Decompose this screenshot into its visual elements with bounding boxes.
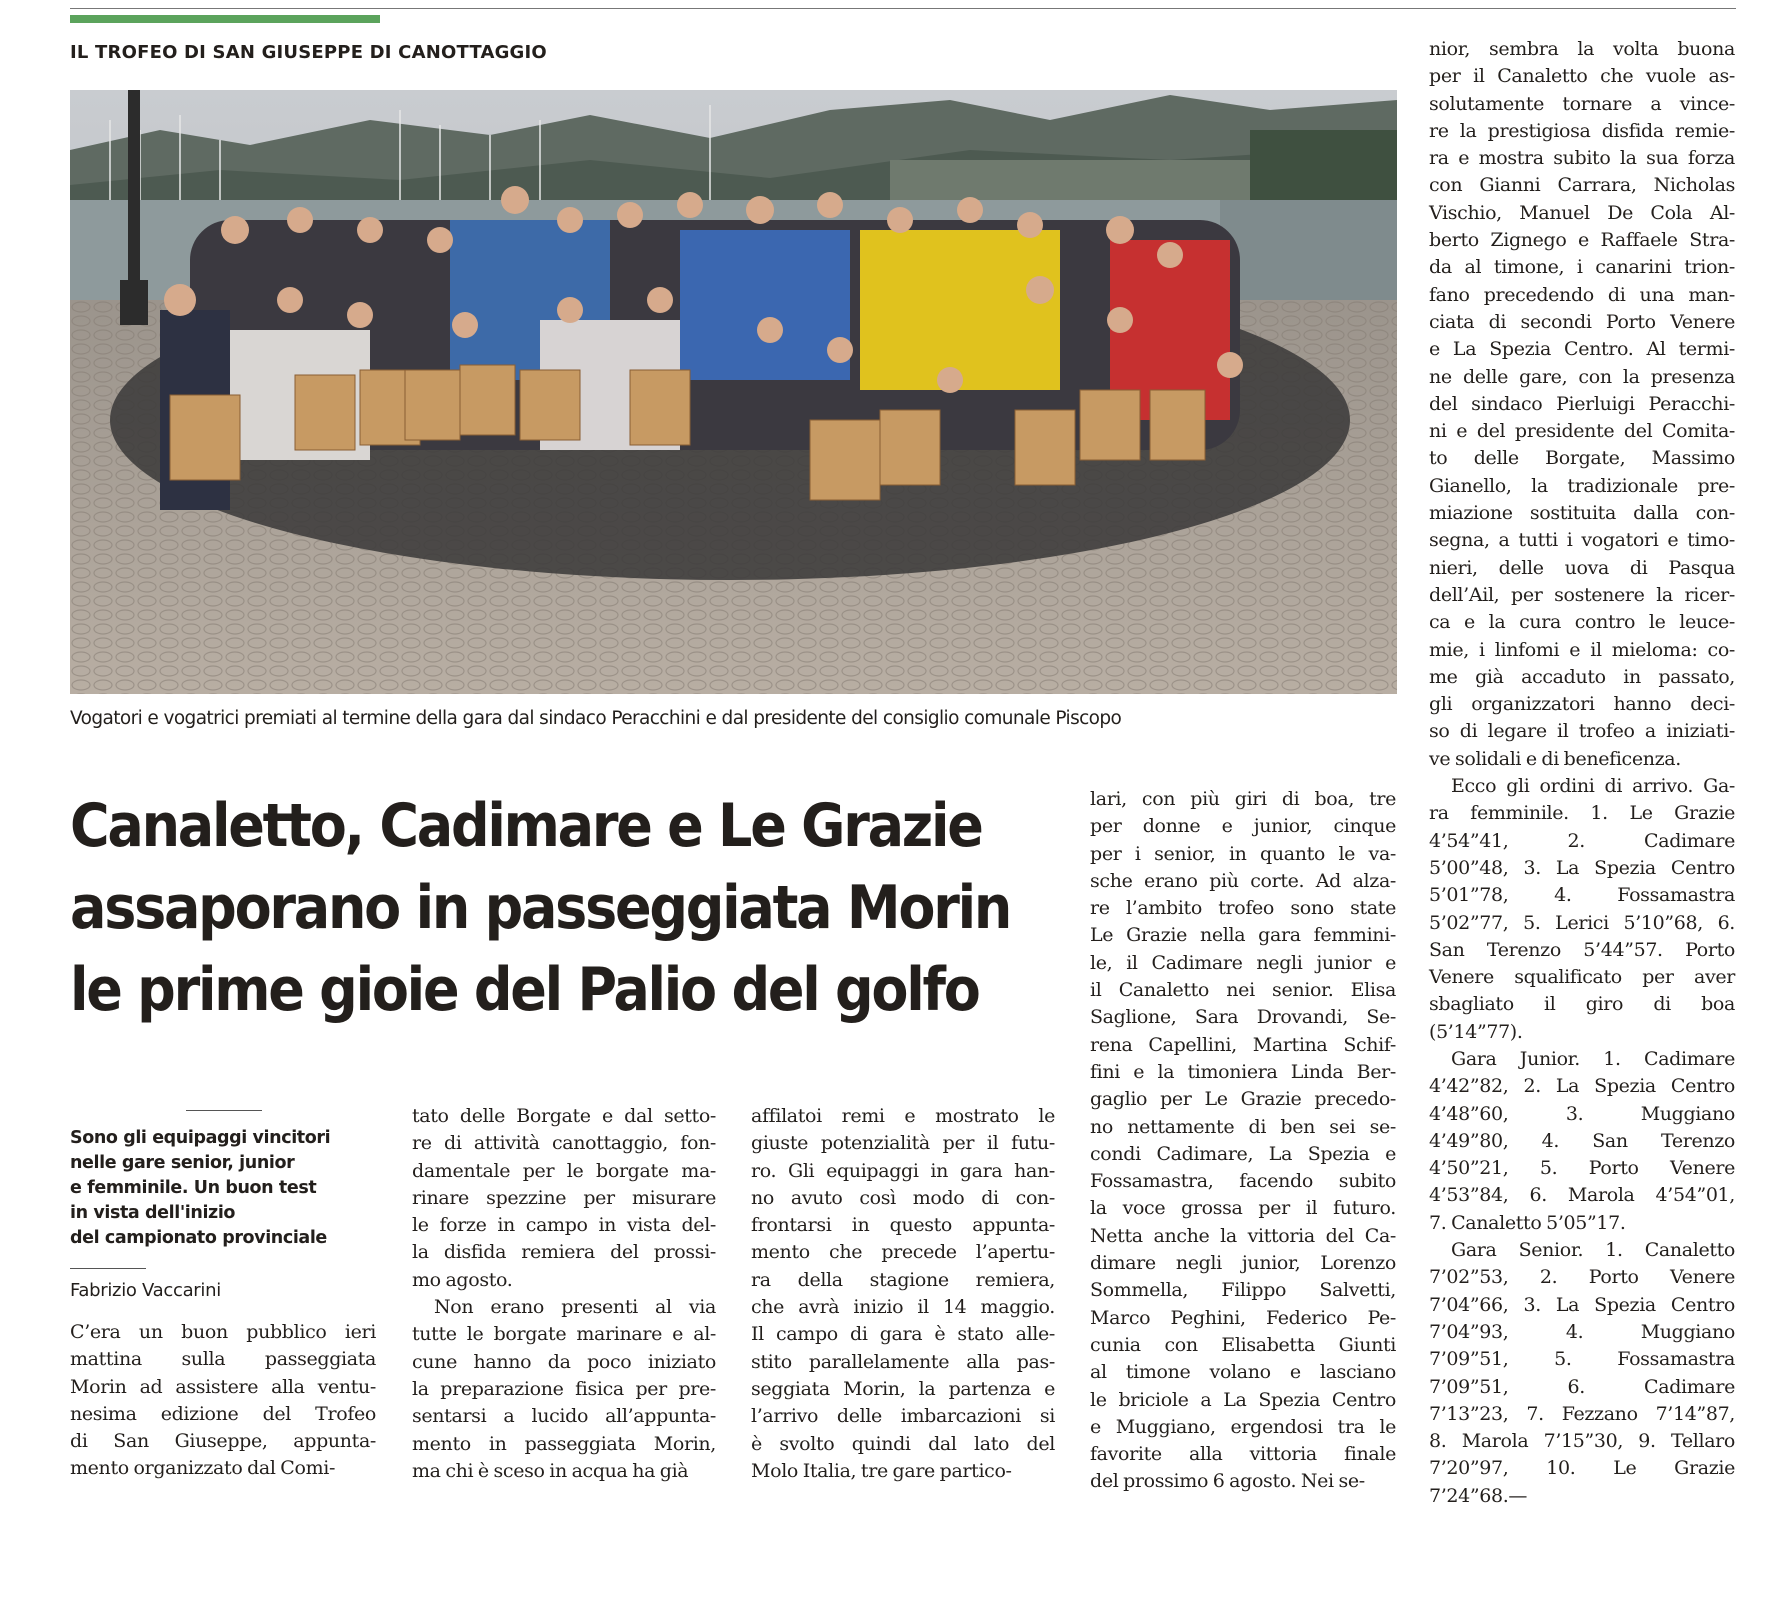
headline-line: assaporano in passeggiata Morin	[70, 873, 1011, 943]
article-line: Ecco gli ordini di arrivo. Ga-	[1451, 775, 1735, 798]
article-line: re di attività canottaggio, fon-	[412, 1132, 716, 1155]
article-line: 7. Canaletto 5’05”17.	[1429, 1211, 1626, 1234]
article-line: 5’00”48, 3. La Spezia Centro	[1429, 856, 1735, 879]
article-line: Gara Senior. 1. Canaletto	[1451, 1239, 1735, 1262]
article-line: le, il Cadimare negli junior e	[1090, 951, 1396, 974]
kicker: IL TROFEO DI SAN GIUSEPPE DI CANOTTAGGIO	[70, 42, 547, 63]
article-line: nesima edizione del Trofeo	[70, 1402, 376, 1425]
article-line: no nettamente di ben sei se-	[1090, 1115, 1396, 1138]
article-line: no avuto così modo di con-	[751, 1186, 1055, 1209]
article-line: la preparazione fisica per pre-	[412, 1377, 716, 1400]
article-line: il Canaletto nei senior. Elisa	[1090, 979, 1396, 1002]
article-line: 5’02”77, 5. Lerici 5’10”68, 6.	[1429, 911, 1735, 934]
article-line: (5’14”77).	[1429, 1020, 1523, 1043]
article-line: frontarsi in questo appunta-	[751, 1214, 1055, 1237]
article-line: per il Canaletto che vuole as-	[1429, 65, 1735, 88]
article-line: re l’ambito trofeo sono state	[1090, 897, 1396, 920]
article-line: 7’04”66, 3. La Spezia Centro	[1429, 1293, 1735, 1316]
article-line: le briciole a La Spezia Centro	[1090, 1388, 1396, 1411]
article-line: mie, i linfomi e il mieloma: co-	[1429, 638, 1735, 661]
summary-box	[70, 1126, 370, 1251]
article-column-3	[751, 1103, 1055, 1485]
article-line: 7’20”97, 10. Le Grazie	[1429, 1457, 1735, 1480]
article-line: 8. Marola 7’15”30, 9. Tellaro	[1429, 1430, 1735, 1453]
article-line: 4’53”84, 6. Marola 4’54”01,	[1429, 1184, 1735, 1207]
summary-divider	[186, 1110, 262, 1111]
article-line: 7’04”93, 4. Muggiano	[1429, 1320, 1735, 1343]
article-line: cune hanno da poco iniziato	[412, 1350, 716, 1373]
article-line: ciata di secondi Porto Venere	[1429, 310, 1735, 333]
article-column-4	[1090, 786, 1396, 1496]
article-line: dimare negli junior, Lorenzo	[1090, 1252, 1396, 1275]
article-line: tato delle Borgate e dal setto-	[412, 1105, 716, 1127]
group-photo	[70, 90, 1397, 694]
article-line: Venere squalificato per aver	[1429, 966, 1735, 989]
article-line: berto Zignego e Raffaele Stra-	[1429, 229, 1735, 252]
article-line: ni e del presidente del Comita-	[1429, 420, 1735, 443]
article-line: me già accaduto in passato,	[1429, 665, 1735, 688]
article-column-2	[412, 1103, 716, 1485]
article-line: rena Capellini, Martina Schif-	[1090, 1033, 1396, 1056]
summary-line: in vista dell'inizio	[70, 1203, 236, 1223]
article-line: mattina sulla passeggiata	[70, 1348, 376, 1371]
headline-line: le prime gioie del Palio del golfo	[70, 955, 979, 1025]
article-line: Saglione, Sara Drovandi, Se-	[1090, 1006, 1396, 1029]
photo-caption: Vogatori e vogatrici premiati al termine della gara dal sindaco Peracchini e dal presidente del consiglio comunale Piscopo	[70, 708, 1122, 729]
byline: Fabrizio Vaccarini	[70, 1280, 221, 1301]
article-line: che avrà inizio il 14 maggio.	[751, 1296, 1055, 1319]
headline-line: Canaletto, Cadimare e Le Grazie	[70, 791, 982, 861]
article-line: ve solidali e di beneficenza.	[1429, 747, 1681, 770]
article-line: le forze in campo in vista del-	[412, 1214, 716, 1237]
article-line: nieri, delle uova di Pasqua	[1429, 556, 1735, 579]
article-line: 4’48”60, 3. Muggiano	[1429, 1102, 1735, 1125]
article-line: damentale per le borgate ma-	[412, 1159, 716, 1182]
article-line: segna, a tutti i vogatori e timo-	[1429, 529, 1735, 552]
article-line: sentarsi a lucido all’appunta-	[412, 1405, 716, 1428]
article-line: per i senior, in quanto le va-	[1090, 842, 1396, 865]
article-line: Non erano presenti al via	[434, 1296, 716, 1319]
article-line: San Terenzo 5’44”57. Porto	[1429, 938, 1735, 961]
article-line: ne delle gare, con la presenza	[1429, 365, 1735, 388]
article-line: 7’02”53, 2. Porto Venere	[1429, 1266, 1735, 1289]
article-line: ca e la cura contro le leuce-	[1429, 611, 1735, 634]
article-line: fini e la timoniera Linda Ber-	[1090, 1060, 1396, 1083]
article-line: l’arrivo delle imbarcazioni si	[751, 1405, 1055, 1428]
article-line: ma chi è sceso in acqua ha già	[412, 1459, 689, 1482]
article-line: con Gianni Carrara, Nicholas	[1429, 174, 1735, 197]
article-line: gli organizzatori hanno deci-	[1429, 693, 1735, 716]
article-line: 4’49”80, 4. San Terenzo	[1429, 1129, 1735, 1152]
article-line: Molo Italia, tre gare partico-	[751, 1459, 1012, 1482]
article-line: lari, con più giri di boa, tre	[1090, 788, 1396, 810]
article-line: seggiata Morin, la partenza e	[751, 1377, 1055, 1400]
article-line: Fossamastra, facendo subito	[1090, 1170, 1396, 1193]
article-line: ra e mostra subito la sua forza	[1429, 147, 1735, 170]
article-column-5	[1429, 36, 1735, 1510]
article-line: sche erano più corte. Ad alza-	[1090, 869, 1396, 892]
article-line: 4’54”41, 2. Cadimare	[1429, 829, 1735, 852]
article-line: 5’01”78, 4. Fossamastra	[1429, 884, 1735, 907]
article-line: affilatoi remi e mostrato le	[751, 1105, 1055, 1127]
article-line: la voce grossa per il futuro.	[1090, 1197, 1396, 1220]
section-accent-bar	[70, 15, 380, 23]
article-line: fano precedendo di una man-	[1429, 283, 1735, 306]
article-line: ra della stagione remiera,	[751, 1268, 1055, 1291]
article-line: 4’50”21, 5. Porto Venere	[1429, 1157, 1735, 1180]
article-line: di San Giuseppe, appunta-	[70, 1430, 376, 1453]
article-line: rinare spezzine per misurare	[412, 1186, 716, 1209]
article-line: miazione sostituita dalla con-	[1429, 502, 1735, 525]
article-line: re la prestigiosa disfida remie-	[1429, 119, 1735, 142]
article-line: e Muggiano, ergendosi tra le	[1090, 1415, 1396, 1438]
article-line: tutte le borgate marinare e al-	[412, 1323, 716, 1346]
article-line: mo agosto.	[412, 1268, 513, 1291]
article-line: favorite alla vittoria finale	[1090, 1443, 1396, 1466]
article-line: 7’09”51, 5. Fossamastra	[1429, 1348, 1735, 1371]
article-line: Vischio, Manuel De Cola Al-	[1429, 201, 1735, 224]
article-line: Sommella, Filippo Salvetti,	[1090, 1279, 1396, 1302]
article-line: mento in passeggiata Morin,	[412, 1432, 716, 1455]
article-line: mento organizzato dal Comi-	[70, 1457, 336, 1480]
article-line: nior, sembra la volta buona	[1429, 38, 1735, 60]
article-line: 7’09”51, 6. Cadimare	[1429, 1375, 1735, 1398]
summary-line: nelle gare senior, junior	[70, 1153, 295, 1173]
summary-line: Sono gli equipaggi vincitori	[70, 1128, 331, 1148]
article-line: 4’42”82, 2. La Spezia Centro	[1429, 1075, 1735, 1098]
article-line: cunia con Elisabetta Giunti	[1090, 1333, 1396, 1356]
article-line: Morin ad assistere alla ventu-	[70, 1375, 376, 1398]
article-line: condi Cadimare, La Spezia e	[1090, 1142, 1396, 1165]
article-line: è svolto quindi dal lato del	[751, 1432, 1055, 1455]
article-line: to delle Borgate, Massimo	[1429, 447, 1735, 470]
article-line: la disfida remiera del prossi-	[412, 1241, 716, 1264]
article-line: C’era un buon pubblico ieri	[70, 1321, 376, 1343]
author-divider	[70, 1268, 146, 1269]
article-line: ra femminile. 1. Le Grazie	[1429, 802, 1735, 825]
article-line: gaglio per Le Grazie precedo-	[1090, 1088, 1396, 1111]
article-line: 7’24”68.—	[1429, 1484, 1528, 1507]
article-line: so di legare il trofeo a iniziati-	[1429, 720, 1735, 743]
article-line: da al timone, i canarini trion-	[1429, 256, 1735, 279]
article-line: Le Grazie nella gara femmini-	[1090, 924, 1396, 947]
article-line: del prossimo 6 agosto. Nei se-	[1090, 1470, 1365, 1493]
summary-line: e femminile. Un buon test	[70, 1178, 317, 1198]
article-line: Gianello, la tradizionale pre-	[1429, 474, 1735, 497]
article-line: Marco Peghini, Federico Pe-	[1090, 1306, 1396, 1329]
summary-line: del campionato provinciale	[70, 1228, 327, 1248]
article-line: Gara Junior. 1. Cadimare	[1451, 1047, 1735, 1070]
article-line: 7’13”23, 7. Fezzano 7’14”87,	[1429, 1402, 1735, 1425]
article-line: ro. Gli equipaggi in gara han-	[751, 1159, 1055, 1182]
article-line: sbagliato il giro di boa	[1429, 993, 1735, 1016]
article-line: dell’Ail, per sostenere la ricer-	[1429, 583, 1735, 606]
article-line: del sindaco Pierluigi Peracchi-	[1429, 392, 1735, 415]
article-line: e La Spezia Centro. Al termi-	[1429, 338, 1735, 361]
article-line: mento che precede l’apertu-	[751, 1241, 1055, 1264]
article-line: Netta anche la vittoria del Ca-	[1090, 1224, 1396, 1247]
article-line: giuste potenzialità per il futu-	[751, 1132, 1055, 1155]
article-line: al timone volano e lasciano	[1090, 1361, 1396, 1384]
article-line: Il campo di gara è stato alle-	[751, 1323, 1055, 1346]
article-line: solutamente tornare a vince-	[1429, 92, 1735, 115]
headline	[70, 785, 1011, 1031]
top-rule	[70, 8, 1736, 9]
article-column-1	[70, 1319, 376, 1483]
article-line: stito parallelamente alla pas-	[751, 1350, 1055, 1373]
article-line: per donne e junior, cinque	[1090, 815, 1396, 838]
